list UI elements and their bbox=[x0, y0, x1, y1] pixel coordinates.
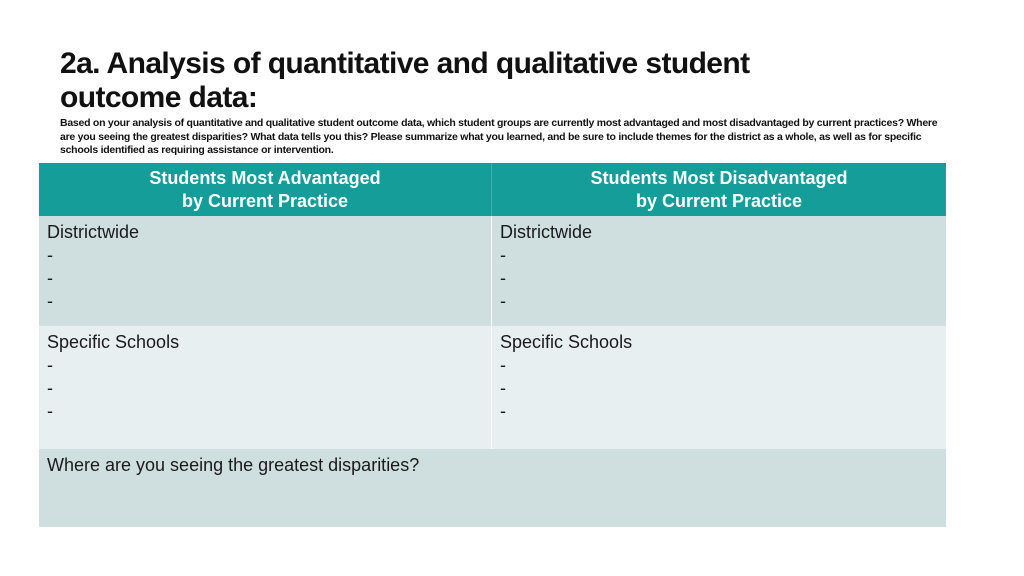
bullet-item: - bbox=[500, 245, 506, 265]
bullet-item: - bbox=[47, 291, 53, 311]
analysis-table bbox=[39, 163, 946, 527]
header-advantaged bbox=[39, 163, 492, 216]
bullet-item: - bbox=[500, 291, 506, 311]
cell-heading: Specific Schools bbox=[47, 332, 180, 352]
bullet-item: - bbox=[500, 401, 506, 421]
bullet-item: - bbox=[47, 245, 53, 265]
page-title bbox=[60, 47, 960, 115]
header-disadvantaged-line-1: Students Most Disadvantaged bbox=[590, 168, 848, 188]
header-disadvantaged bbox=[492, 163, 946, 216]
bullet-item: - bbox=[47, 378, 53, 398]
bullet-item: - bbox=[47, 355, 53, 375]
bullet-item: - bbox=[500, 378, 506, 398]
instructions-text: Based on your analysis of quantitative and qualitative student outcome data, which student groups are currently most advantaged and most disadvantaged by current practices? Where are you seeing the greatest disparities? What data tells you this? Please summarize what you learned, and be sure to include themes for the district as a whole, as well as for specific schools identified as requiring assistance or intervention. bbox=[60, 117, 938, 156]
cell-heading: Districtwide bbox=[500, 222, 593, 242]
bullet-item: - bbox=[500, 355, 506, 375]
header-disadvantaged-line-2: by Current Practice bbox=[635, 191, 803, 211]
header-advantaged-line-1: Students Most Advantaged bbox=[149, 168, 381, 188]
cell-disadvantaged-specific-schools[interactable] bbox=[492, 326, 946, 449]
cell-heading: Districtwide bbox=[47, 222, 140, 242]
cell-greatest-disparities[interactable] bbox=[39, 449, 946, 527]
cell-advantaged-districtwide[interactable] bbox=[39, 216, 492, 326]
cell-advantaged-specific-schools[interactable] bbox=[39, 326, 492, 449]
cell-disadvantaged-districtwide[interactable] bbox=[492, 216, 946, 326]
bullet-item: - bbox=[47, 401, 53, 421]
title-line-2: outcome data: bbox=[60, 81, 258, 114]
disparities-question: Where are you seeing the greatest disparities? bbox=[47, 455, 420, 475]
bullet-item: - bbox=[500, 268, 506, 288]
title-line-1: 2a. Analysis of quantitative and qualitative student bbox=[60, 47, 750, 80]
bullet-item: - bbox=[47, 268, 53, 288]
header-advantaged-line-2: by Current Practice bbox=[181, 191, 349, 211]
cell-heading: Specific Schools bbox=[500, 332, 633, 352]
